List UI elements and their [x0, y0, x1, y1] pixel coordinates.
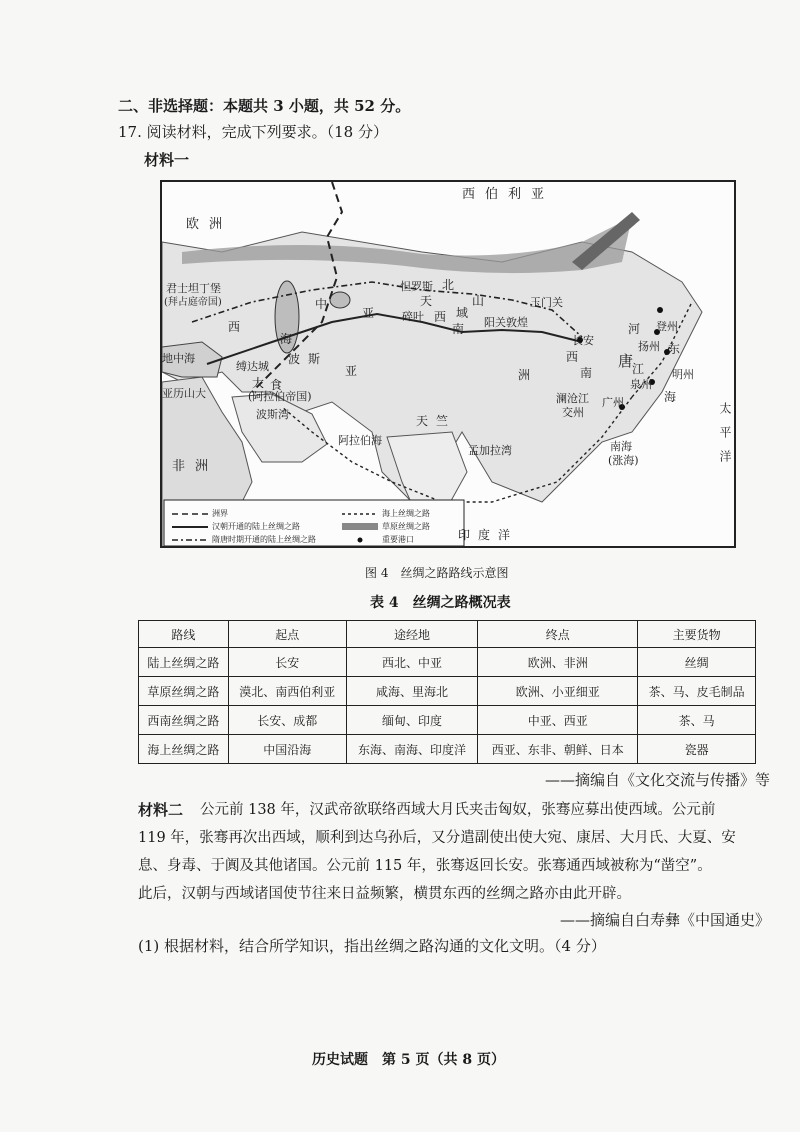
legend-steppe: 草原丝绸之路 [382, 522, 430, 531]
silk-road-table [138, 620, 756, 764]
label-hengluosi: 怛罗斯 [400, 280, 433, 293]
label-siberia: 西伯利亚 [462, 187, 555, 202]
cell-route: 海上丝绸之路 [139, 735, 229, 764]
label-donghai: 东 [668, 342, 681, 356]
legend-maritime: 海上丝绸之路 [382, 509, 430, 518]
material2-label: 材料二 [138, 801, 184, 819]
label-lancang: 澜沧江 [556, 392, 589, 405]
label-yu-region: 域 [456, 306, 469, 320]
figure-caption: 图 4 丝绸之路路线示意图 [365, 566, 509, 580]
cell-end: 中亚、西亚 [478, 706, 638, 735]
label-arabian-sea: 阿拉伯海 [338, 434, 382, 447]
label-africa: 非洲 [172, 459, 219, 474]
label-zhou: 洲 [518, 368, 531, 382]
label-tian: 天 [420, 294, 433, 308]
label-nan: 南 [452, 322, 465, 336]
silk-road-map [160, 180, 736, 548]
cell-via: 西北、中亚 [346, 648, 478, 677]
aral-sea [330, 292, 350, 308]
table-caption: 表 4 丝绸之路概况表 [370, 595, 511, 611]
label-zhanghai: (涨海) [608, 454, 639, 467]
cell-start: 中国沿海 [228, 735, 346, 764]
label-jiang: 江 [632, 362, 645, 376]
label-dashi-2: 食 [270, 378, 283, 392]
legend-suitang-route: 隋唐时期开通的陆上丝绸之路 [212, 535, 316, 544]
label-north: 北 [442, 278, 455, 292]
cell-start: 长安、成都 [228, 706, 346, 735]
label-sea: 海 [280, 332, 293, 346]
label-nan-b: 南 [580, 366, 593, 380]
cell-goods: 瓷器 [638, 735, 756, 764]
label-pacific: 太平洋 [718, 402, 732, 474]
cell-goods: 茶、马、皮毛制品 [638, 677, 756, 706]
label-west-big: 西 [228, 320, 241, 334]
table-row [139, 735, 756, 764]
label-guangzhou: 广州 [602, 396, 624, 409]
header-via: 途经地 [346, 621, 478, 648]
header-end: 终点 [478, 621, 638, 648]
cell-end: 欧洲、非洲 [478, 648, 638, 677]
table-row [139, 706, 756, 735]
label-arab-empire: (阿拉伯帝国) [248, 390, 312, 403]
cell-goods: 丝绸 [638, 648, 756, 677]
cell-route: 陆上丝绸之路 [139, 648, 229, 677]
table-row [139, 677, 756, 706]
label-dashi-1: 大 [252, 376, 265, 390]
material2-line-1: 公元前 138 年，汉武帝欲联络西域大月氏夹击匈奴，张骞应募出使西域。公元前 [200, 802, 716, 818]
label-bengal: 孟加拉湾 [468, 444, 512, 457]
question-17: 17. 阅读材料，完成下列要求。（18 分） [118, 123, 388, 141]
page-footer: 历史试题 第 5 页（共 8 页） [312, 1052, 505, 1068]
legend-han-route: 汉朝开通的陆上丝绸之路 [212, 522, 300, 531]
material2-line-2: 119 年，张骞再次出西域，顺利到达乌孙后，又分遣副使出使大宛、康居、大月氏、大夏、安 [138, 830, 736, 846]
label-constantinople: 君士坦丁堡 [166, 282, 221, 295]
cell-end: 欧洲、小亚细亚 [478, 677, 638, 706]
label-asia-b: 亚 [345, 364, 358, 378]
subquestion-1: (1) 根据材料，结合所学知识，指出丝绸之路沟通的文化文明。（4 分） [138, 937, 606, 955]
cell-route: 草原丝绸之路 [139, 677, 229, 706]
cell-route: 西南丝绸之路 [139, 706, 229, 735]
section-header: 二、非选择题：本题共 3 小题，共 52 分。 [118, 97, 411, 115]
legend-continent-border: 洲界 [212, 509, 228, 518]
label-europe: 欧洲 [186, 217, 233, 232]
material2-line-3: 息、身毒、于阗及其他诸国。公元前 115 年，张骞返回长安。张骞通西域被称为“凿空”。 [138, 858, 712, 874]
label-yangzhou: 扬州 [638, 340, 660, 353]
source-1: ——摘编自《文化交流与传播》等 [544, 771, 770, 789]
cell-end: 西亚、东非、朝鲜、日本 [478, 735, 638, 764]
port-dengzhou [657, 307, 663, 313]
material2-line-4: 此后，汉朝与西域诸国使节往来日益频繁，横贯东西的丝绸之路亦由此开辟。 [138, 886, 631, 902]
label-central: 中 [315, 297, 328, 311]
label-mingzhou: 明州 [672, 368, 694, 381]
label-persia: 波斯 [288, 352, 329, 366]
table-row [139, 648, 756, 677]
label-alexandria: 亚历山大 [162, 387, 206, 400]
cell-goods: 茶、马 [638, 706, 756, 735]
table-header-row [139, 621, 756, 648]
header-start: 起点 [228, 621, 346, 648]
label-xi-region: 西 [434, 310, 447, 324]
label-dengzhou: 登州 [656, 320, 678, 333]
label-persian-gulf: 波斯湾 [256, 408, 289, 421]
cell-via: 咸海、里海北 [346, 677, 478, 706]
label-mediterranean: 地中海 [162, 352, 195, 365]
label-yumenguan: 玉门关 [530, 296, 563, 309]
cell-start: 长安 [228, 648, 346, 677]
header-route: 路线 [139, 621, 229, 648]
label-shan-mountain: 山 [472, 294, 485, 308]
cell-via: 东海、南海、印度洋 [346, 735, 478, 764]
label-xi-b: 西 [566, 350, 579, 364]
label-quanzhou: 泉州 [630, 378, 652, 391]
label-suiye: 碎叶 [402, 310, 424, 323]
material1-label: 材料一 [144, 151, 190, 169]
label-river: 河 [628, 322, 641, 336]
label-yangguan: 阳关敦煌 [484, 316, 528, 329]
label-changan: 长安 [572, 334, 594, 347]
source-2: ——摘编自白寿彝《中国通史》 [559, 911, 770, 929]
cell-start: 漠北、南西伯利亚 [228, 677, 346, 706]
label-asia-a: 亚 [362, 306, 375, 320]
label-tianzhu: 天竺 [416, 414, 457, 428]
label-nanhai: 南海 [610, 440, 632, 453]
header-goods: 主要货物 [638, 621, 756, 648]
label-hai2: 海 [664, 390, 677, 404]
label-tang: 唐 [618, 352, 634, 370]
label-baghdad: 缚达城 [236, 360, 269, 373]
label-byzantium: (拜占庭帝国) [164, 297, 222, 308]
label-jiaozhou: 交州 [562, 406, 584, 419]
label-india-ocean: 印度洋 [458, 528, 519, 542]
legend-port: 重要港口 [382, 535, 414, 544]
cell-via: 缅甸、印度 [346, 706, 478, 735]
